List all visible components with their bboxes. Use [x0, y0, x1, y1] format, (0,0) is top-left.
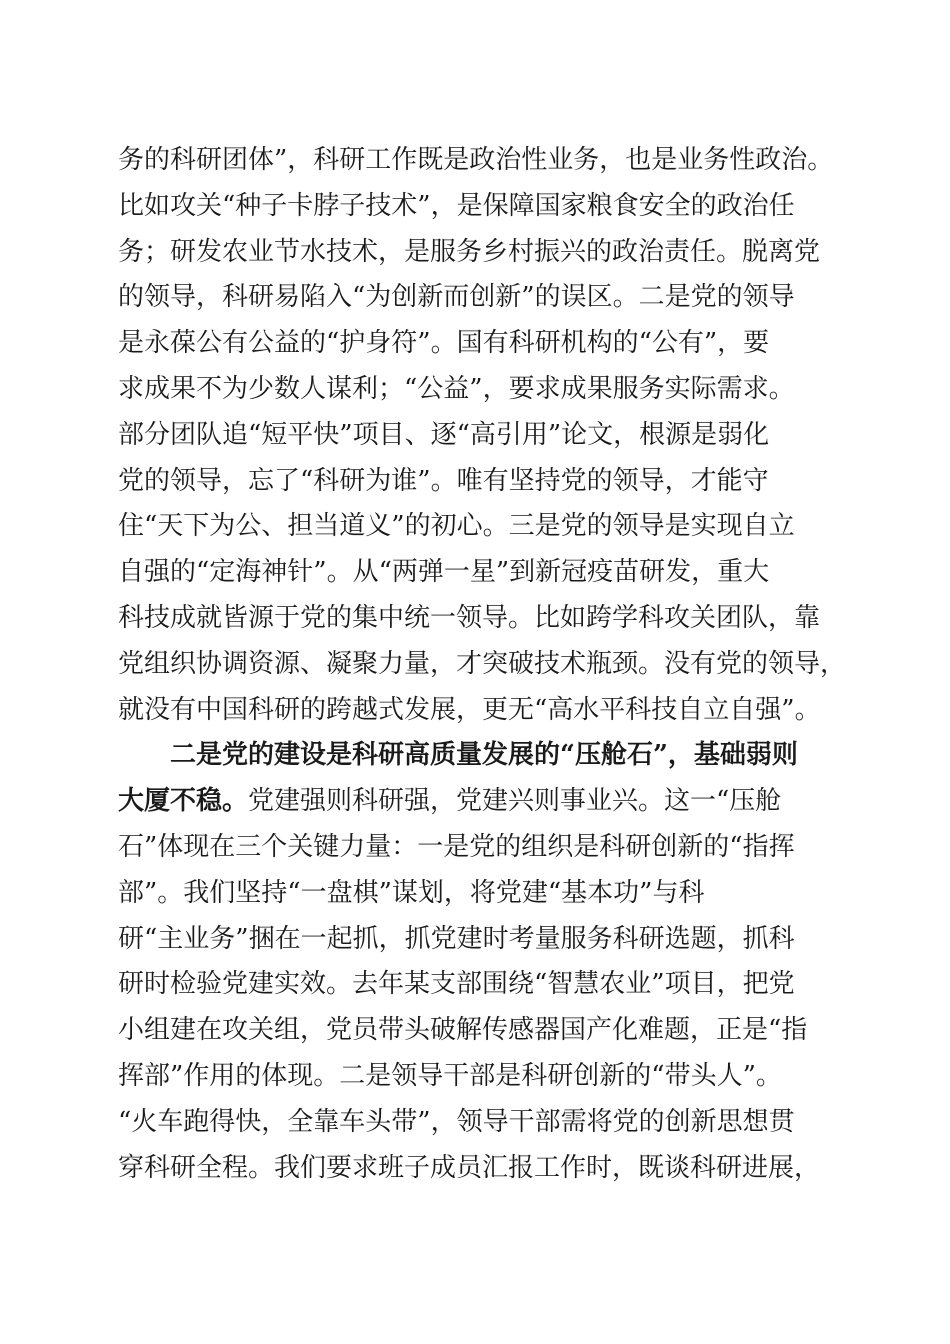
- text-line: 穿科研全程。我们要求班子成员汇报工作时，既谈科研进展，: [118, 1152, 821, 1183]
- text-line: 部分团队追“短平快”项目、逐“高引用”论文，根源是弱化: [118, 419, 770, 450]
- text-line: 科技成就皆源于党的集中统一领导。比如跨学科攻关团队，靠: [118, 602, 821, 633]
- text-line: 比如攻关“种子卡脖子技术”，是保障国家粮食安全的政治任: [118, 190, 795, 221]
- text-line: 党组织协调资源、凝聚力量，才突破技术瓶颈。没有党的领导，: [118, 648, 847, 679]
- text-line: 石”体现在三个关键力量：一是党的组织是科研创新的“指挥: [118, 831, 795, 862]
- text-line: 的领导，科研易陷入“为创新而创新”的误区。二是党的领导: [118, 282, 795, 313]
- text-line: 就没有中国科研的跨越式发展，更无“高水平科技自立自强”。: [118, 694, 821, 725]
- text-line: 研时检验党建实效。去年某支部围绕“智慧农业”项目，把党: [118, 969, 795, 1000]
- text-line: 自强的“定海神针”。从“两弹一星”到新冠疫苗研发，重大: [118, 557, 770, 588]
- text-line: 住“天下为公、担当道义”的初心。三是党的领导是实现自立: [118, 511, 795, 542]
- text-line: [118, 779, 838, 825]
- paragraph-heading: 二是党的建设是科研高质量发展的“压舱石”，基础弱则: [170, 740, 798, 771]
- text-line: 研“主业务”捆在一起抓，抓党建时考量服务科研选题，抓科: [118, 923, 795, 954]
- text-line: 小组建在攻关组，党员带头破解传感器国产化难题，正是“指: [118, 1015, 808, 1046]
- text-span: 党建强则科研强，党建兴则事业兴。这一“压舱: [248, 786, 782, 817]
- text-line: 是永葆公有公益的“护身符”。国有科研机构的“公有”，要: [118, 328, 770, 359]
- text-line: 务的科研团体”，科研工作既是政治性业务，也是业务性政治。: [118, 145, 834, 175]
- text-line: “火车跑得快，全靠车头带”，领导干部需将党的创新思想贯: [118, 1106, 795, 1137]
- text-line: 挥部”作用的体现。二是领导干部是科研创新的“带头人”。: [118, 1060, 782, 1091]
- text-line: 部”。我们坚持“一盘棋”谋划，将党建“基本功”与科: [118, 877, 705, 908]
- text-line: 党的领导，忘了“科研为谁”。唯有坚持党的领导，才能守: [118, 465, 769, 496]
- text-line: 求成果不为少数人谋利；“公益”，要求成果服务实际需求。: [118, 373, 795, 404]
- heading-continuation: 大厦不稳。: [118, 786, 249, 817]
- text-line: 务；研发农业节水技术，是服务乡村振兴的政治责任。脱离党: [118, 236, 821, 267]
- body-text: [118, 138, 847, 1191]
